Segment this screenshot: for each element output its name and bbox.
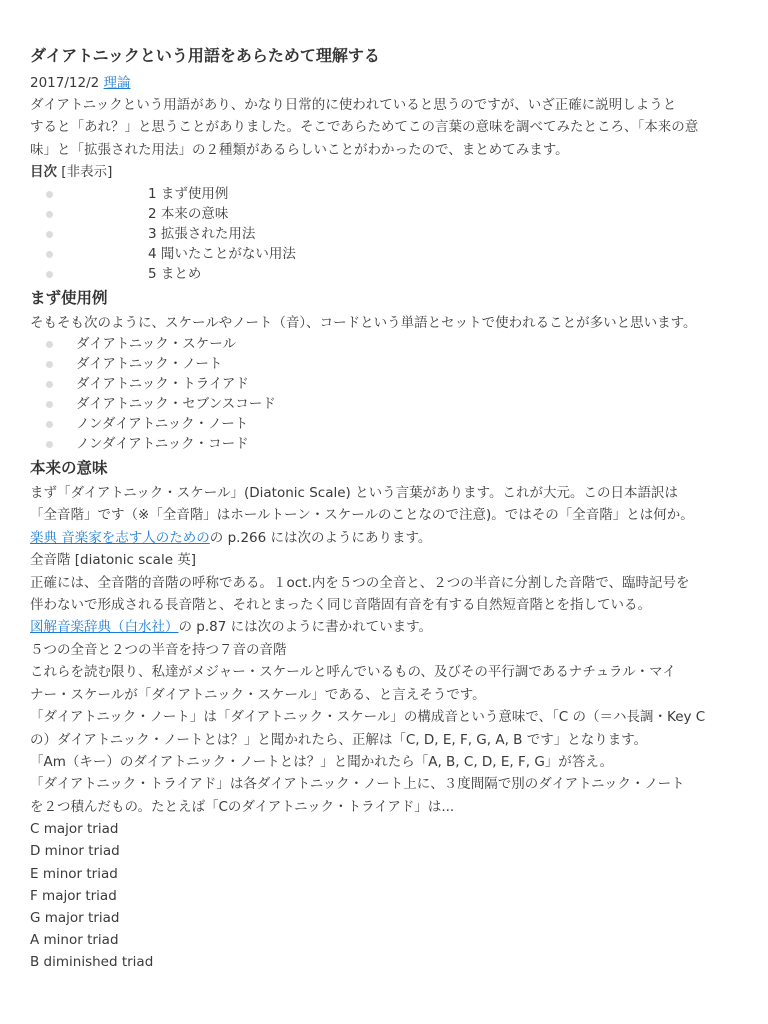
reference-line: 楽典 音楽家を志す人のためのの p.266 には次のようにあります。 — [30, 529, 432, 546]
intro-paragraph — [30, 94, 742, 161]
book-link-dictionary[interactable]: 図解音楽辞典（白水社） — [30, 619, 179, 636]
triad-item: G major triad — [30, 909, 120, 926]
section-heading-usage: まず使用例 — [30, 288, 108, 307]
body-line: を２つ積んだもの。たとえば「Cのダイアトニック・トライアド」は... — [30, 798, 455, 815]
section-heading-meaning: 本来の意味 — [30, 459, 108, 478]
triad-item: A minor triad — [30, 932, 119, 949]
toc-list — [30, 184, 742, 284]
bullet-icon — [46, 191, 53, 198]
intro-line: すると「あれ？」と思うことがありました。そこであらためてこの言葉の意味を調べてみたところ、「本来の意 — [30, 119, 699, 136]
bullet-icon — [46, 271, 53, 278]
body-line: これらを読む限り、私達がメジャー・スケールと呼んでいるもの、及びその平行調であるナチュラル・マイ — [30, 664, 676, 681]
body-line: 「全音階」です（※「全音階」はホールトーン・スケールのことなので注意)。ではその「全音階」とは何か。 — [30, 507, 694, 524]
bullet-icon — [46, 341, 53, 348]
toc-label: 目次 — [30, 164, 57, 181]
bullet-icon — [46, 401, 53, 408]
list-item: ダイアトニック・セブンスコード — [30, 394, 742, 414]
triad-item: F major triad — [30, 887, 117, 904]
list-item: ノンダイアトニック・ノート — [30, 414, 742, 434]
body-line: ナー・スケールが「ダイアトニック・スケール」である、と言えそうです。 — [30, 686, 486, 703]
post-date: 2017/12/2 — [30, 75, 100, 91]
article-meta — [30, 72, 742, 94]
list-item: ノンダイアトニック・コード — [30, 434, 742, 454]
term-heading: 全音階 [diatonic scale 英] — [30, 552, 197, 569]
body-line: 「ダイアトニック・ノート」は「ダイアトニック・スケール」の構成音という意味で、「C の（＝ハ長調・Key C — [30, 709, 706, 726]
toc-header — [30, 161, 742, 183]
category-link[interactable]: 理論 — [103, 75, 131, 91]
bullet-icon — [46, 361, 53, 368]
triad-item: B diminished triad — [30, 954, 154, 971]
book-link-gakuten[interactable]: 楽典 音楽家を志す人のための — [30, 529, 210, 546]
bullet-icon — [46, 421, 53, 428]
body-line: まず「ダイアトニック・スケール」(Diatonic Scale) という言葉があります。これが大元。この日本語訳は — [30, 485, 679, 502]
toc-item[interactable]: 4 聞いたことがない用法 — [30, 244, 742, 264]
bullet-icon — [46, 231, 53, 238]
article-title: ダイアトニックという用語をあらためて理解する — [30, 46, 380, 65]
body-line: 「ダイアトニック・トライアド」は各ダイアトニック・ノート上に、３度間隔で別のダイアトニック・ノート — [30, 776, 685, 793]
toc-item[interactable]: 1 まず使用例 — [30, 184, 742, 204]
body-line: の）ダイアトニック・ノートとは？」と聞かれたら、正解は「C, D, E, F, G, A, B です」となります。 — [30, 731, 648, 748]
triad-item: C major triad — [30, 821, 119, 838]
article — [30, 44, 742, 973]
reference-line: 図解音楽辞典（白水社）の p.87 には次のように書かれています。 — [30, 619, 433, 636]
toc-item[interactable]: 3 拡張された用法 — [30, 224, 742, 244]
triad-item: D minor triad — [30, 843, 120, 860]
body-line: 「Am（キー）のダイアトニック・ノートとは？」と聞かれたら「A, B, C, D, E, F, G」が答え。 — [30, 753, 614, 770]
bullet-icon — [46, 381, 53, 388]
quote-line: ５つの全音と２つの半音を持つ７音の音階 — [30, 641, 287, 658]
bullet-icon — [46, 211, 53, 218]
bullet-icon — [46, 251, 53, 258]
list-item: ダイアトニック・ノート — [30, 354, 742, 374]
toc-toggle[interactable]: [非表示] — [61, 164, 113, 181]
usage-text: そもそも次のように、スケールやノート（音）、コードという単語とセットで使われることが多いと思います。 — [30, 314, 697, 331]
definition-line: 正確には、全音階的音階の呼称である。１oct.内を５つの全音と、２つの半音に分割した音階で、臨時記号を — [30, 574, 690, 591]
triad-list — [30, 818, 742, 973]
list-item: ダイアトニック・トライアド — [30, 374, 742, 394]
toc-item[interactable]: 5 まとめ — [30, 264, 742, 284]
intro-line: ダイアトニックという用語があり、かなり日常的に使われていると思うのですが、いざ正確に説明しようと — [30, 97, 677, 113]
intro-line: 味」と「拡張された用法」の２種類があるらしいことがわかったので、まとめてみます。 — [30, 141, 569, 158]
usage-list — [30, 334, 742, 454]
triad-item: E minor triad — [30, 865, 118, 882]
toc-item[interactable]: 2 本来の意味 — [30, 204, 742, 224]
list-item: ダイアトニック・スケール — [30, 334, 742, 354]
definition-line: 伴わないで形成される長音階と、それとまったく同じ音階固有音を有する自然短音階とを指している。 — [30, 597, 651, 614]
bullet-icon — [46, 441, 53, 448]
